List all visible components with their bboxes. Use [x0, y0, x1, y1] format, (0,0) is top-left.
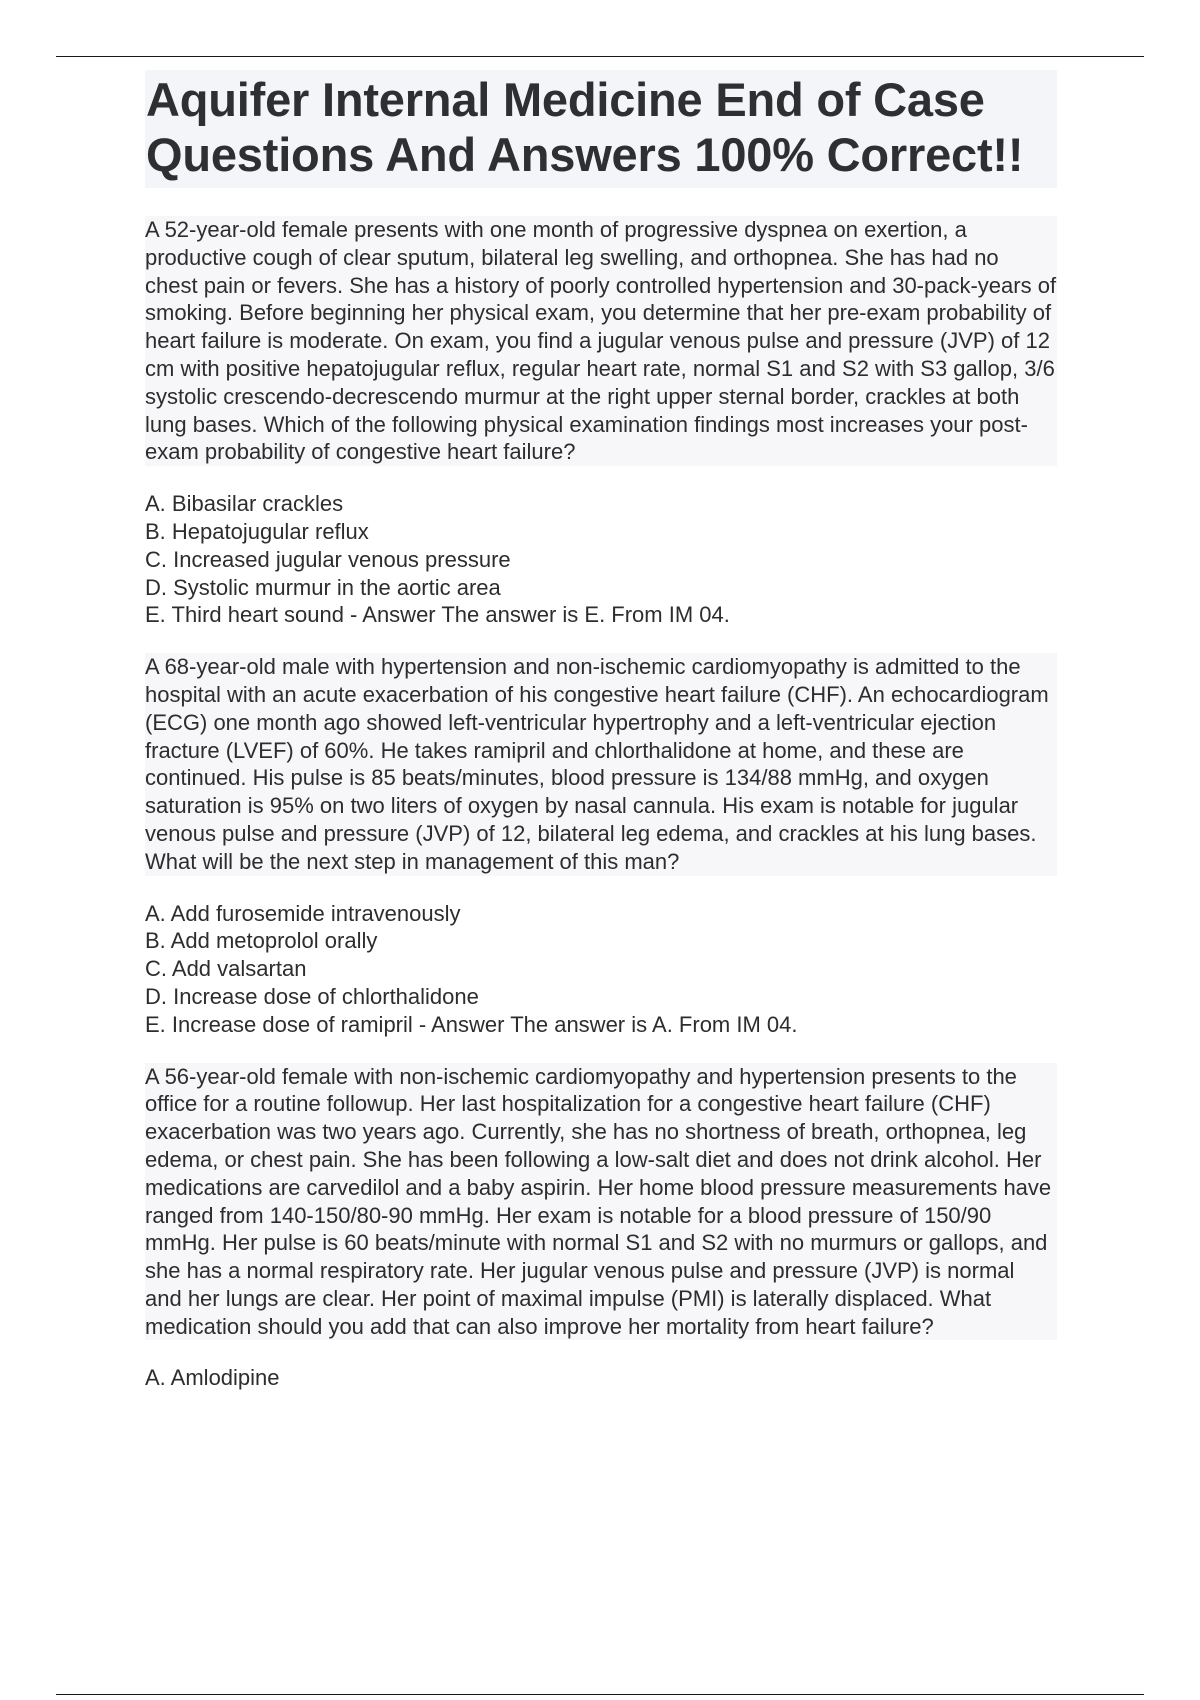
document-body [145, 70, 1057, 1416]
question-3 [145, 1063, 1057, 1393]
document-title: Aquifer Internal Medicine End of Case Questions And Answers 100% Correct!! [146, 73, 1024, 181]
answer-options [145, 1364, 1057, 1392]
answer-option: E. Increase dose of ramipril - Answer The answer is A. From IM 04. [145, 1011, 798, 1037]
answer-options [145, 900, 1057, 1039]
answer-option: C. Increased jugular venous pressure [145, 546, 511, 572]
answer-option: B. Add metoprolol orally [145, 928, 378, 954]
answer-option: C. Add valsartan [145, 956, 307, 982]
answer-option: B. Hepatojugular reflux [145, 518, 369, 544]
question-stem: A 68-year-old male with hypertension and non-ischemic cardiomyopathy is admitted to the hospital with an acute exacerbation of his congestive heart failure (CHF). An echocardiogram (ECG) one month ago showed left-ventricular hypertrophy and a left-ventricular ejection fracture (LVEF) of 60%. He takes ramipril and chlorthalidone at home, and these are continued. His pulse is 85 beats/minutes, blood pressure is 134/88 mmHg, and oxygen saturation is 95% on two liters of oxygen by nasal cannula. His exam is notable for jugular venous pulse and pressure (JVP) of 12, bilateral leg edema, and crackles at his lung bases. What will be the next step in management of this man? [145, 653, 1057, 875]
title-box [145, 70, 1057, 188]
top-rule [56, 56, 1144, 57]
question-stem: A 56-year-old female with non-ischemic cardiomyopathy and hypertension presents to the office for a routine followup. Her last hospitalization for a congestive heart failure (CHF) exacerbation was two years ago. Currently, she has no shortness of breath, orthopnea, leg edema, or chest pain. She has been following a low-salt diet and does not drink alcohol. Her medications are carvedilol and a baby aspirin. Her home blood pressure measurements have ranged from 140-150/80-90 mmHg. Her exam is notable for a blood pressure of 150/90 mmHg. Her pulse is 60 beats/minute with normal S1 and S2 with no murmurs or gallops, and she has a normal respiratory rate. Her jugular venous pulse and pressure (JVP) is normal and her lungs are clear. Her point of maximal impulse (PMI) is laterally displaced. What medication should you add that can also improve her mortality from heart failure? [145, 1063, 1057, 1341]
answer-option: E. Third heart sound - Answer The answer is E. From IM 04. [145, 602, 730, 628]
bottom-rule [56, 1694, 1144, 1695]
question-1 [145, 216, 1057, 629]
question-stem: A 52-year-old female presents with one month of progressive dyspnea on exertion, a productive cough of clear sputum, bilateral leg swelling, and orthopnea. She has had no chest pain or fevers. She has a history of poorly controlled hypertension and 30-pack-years of smoking. Before beginning her physical exam, you determine that her pre-exam probability of heart failure is moderate. On exam, you find a jugular venous pulse and pressure (JVP) of 12 cm with positive hepatojugular reflux, regular heart rate, normal S1 and S2 with S3 gallop, 3/6 systolic crescendo-decrescendo murmur at the right upper sternal border, crackles at both lung bases. Which of the following physical examination findings most increases your post-exam probability of congestive heart failure? [145, 217, 1057, 465]
answer-option: A. Bibasilar crackles [145, 491, 344, 517]
answer-option: D. Systolic murmur in the aortic area [145, 574, 501, 600]
answer-options [145, 490, 1057, 629]
answer-option: A. Amlodipine [145, 1365, 280, 1391]
answer-option: D. Increase dose of chlorthalidone [145, 983, 479, 1009]
answer-option: A. Add furosemide intravenously [145, 900, 461, 926]
question-2 [145, 653, 1057, 1038]
